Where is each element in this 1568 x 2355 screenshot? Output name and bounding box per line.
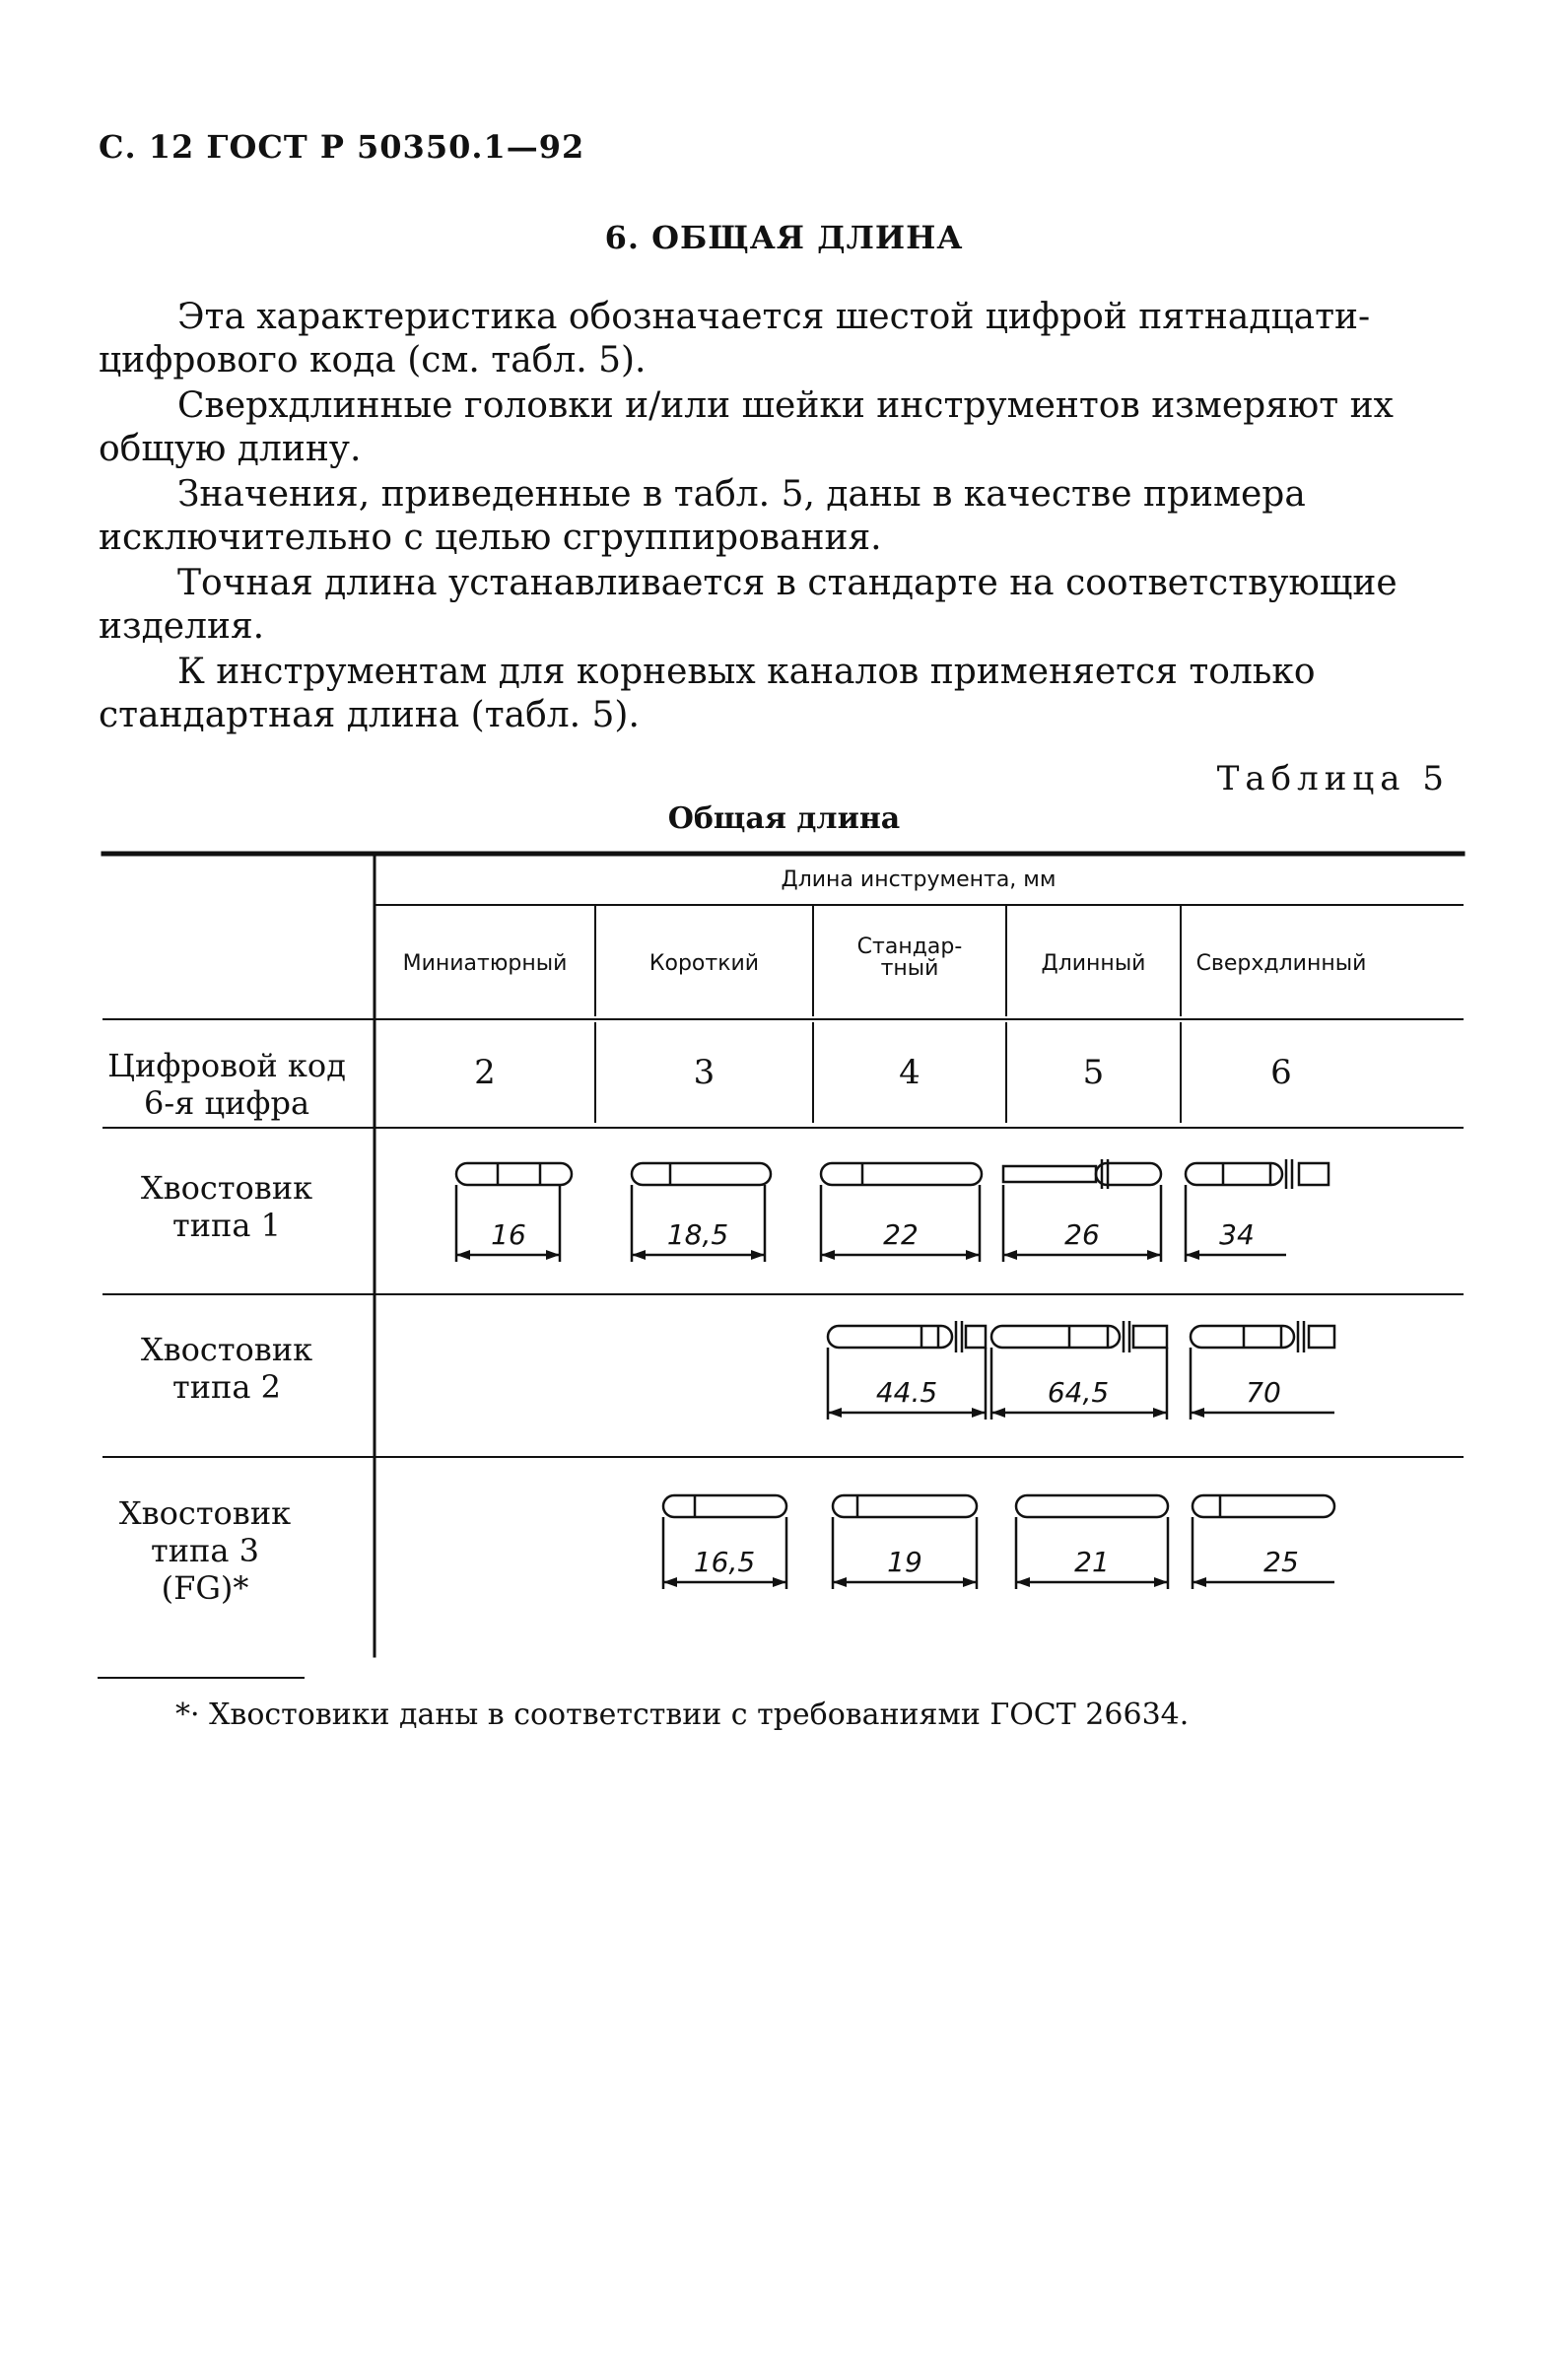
column-header-line: тный <box>880 956 939 981</box>
code-digit: 3 <box>693 1053 716 1092</box>
dimension-arrows <box>456 1250 1206 1587</box>
paragraph-line: Сверхдлинные головки и/или шейки инструментов измеряют их <box>177 385 1394 426</box>
row-label-shank-type-2: Хвостовик типа 2 <box>140 1331 313 1406</box>
paragraph-line: Эта характеристика обозначается шестой цифрой пятнадцати- <box>177 297 1371 337</box>
column-header-long: Длинный <box>1041 951 1146 976</box>
section-title: 6. ОБЩАЯ ДЛИНА <box>604 219 964 256</box>
paragraph-line: общую длину. <box>99 429 362 469</box>
table-title: Общая длина <box>667 801 901 836</box>
column-header-standard <box>815 936 1004 980</box>
paragraph-line: цифрового кода (см. табл. 5). <box>99 340 647 381</box>
length-label: 64,5 <box>1047 1376 1110 1409</box>
shank-type-3-drawings <box>663 1495 1334 1589</box>
footnote: *· Хвостовики даны в соответствии с требованиями ГОСТ 26634. <box>175 1697 1190 1732</box>
paragraph-line: стандартная длина (табл. 5). <box>99 695 640 735</box>
row-label-code: Цифровой код 6-я цифра <box>107 1047 346 1122</box>
column-header-miniature: Миниатюрный <box>402 951 568 976</box>
code-digit: 5 <box>1082 1053 1105 1092</box>
length-label: 16,5 <box>693 1546 756 1578</box>
length-label: 16 <box>491 1218 526 1251</box>
length-label: 22 <box>883 1218 919 1251</box>
code-digit: 4 <box>899 1053 920 1092</box>
running-head: С. 12 ГОСТ Р 50350.1—92 <box>99 128 585 166</box>
paragraph-line: исключительно с целью сгруппирования. <box>99 518 882 558</box>
length-label: 70 <box>1246 1376 1281 1409</box>
length-label: 25 <box>1263 1546 1299 1578</box>
column-header-extra-long: Сверхдлинный <box>1195 951 1367 976</box>
row-label-shank-type-3: Хвостовик типа 3 (FG)* <box>118 1494 292 1607</box>
length-label: 34 <box>1219 1218 1255 1251</box>
table-number: Таблица 5 <box>1216 759 1450 798</box>
code-digit: 2 <box>474 1053 496 1092</box>
column-header-line: Стандар- <box>856 935 963 959</box>
column-header-short: Короткий <box>648 951 760 976</box>
code-digit: 6 <box>1270 1053 1292 1092</box>
length-label: 26 <box>1064 1218 1100 1251</box>
paragraph-line: Значения, приведенные в табл. 5, даны в качестве примера <box>177 474 1306 515</box>
length-label: 18,5 <box>666 1218 729 1251</box>
group-header: Длина инструмента, мм <box>781 867 1057 892</box>
length-label: 21 <box>1074 1546 1110 1578</box>
shank-drawing <box>1186 1159 1329 1262</box>
paragraph-line: К инструментам для корневых каналов применяется только <box>177 652 1316 692</box>
length-label: 19 <box>887 1546 922 1578</box>
row-label-shank-type-1: Хвостовик типа 1 <box>140 1169 313 1244</box>
length-label: 44.5 <box>875 1376 938 1409</box>
paragraph-line: изделия. <box>99 606 265 647</box>
paragraph-line: Точная длина устанавливается в стандарте на соответствующие <box>177 563 1398 603</box>
